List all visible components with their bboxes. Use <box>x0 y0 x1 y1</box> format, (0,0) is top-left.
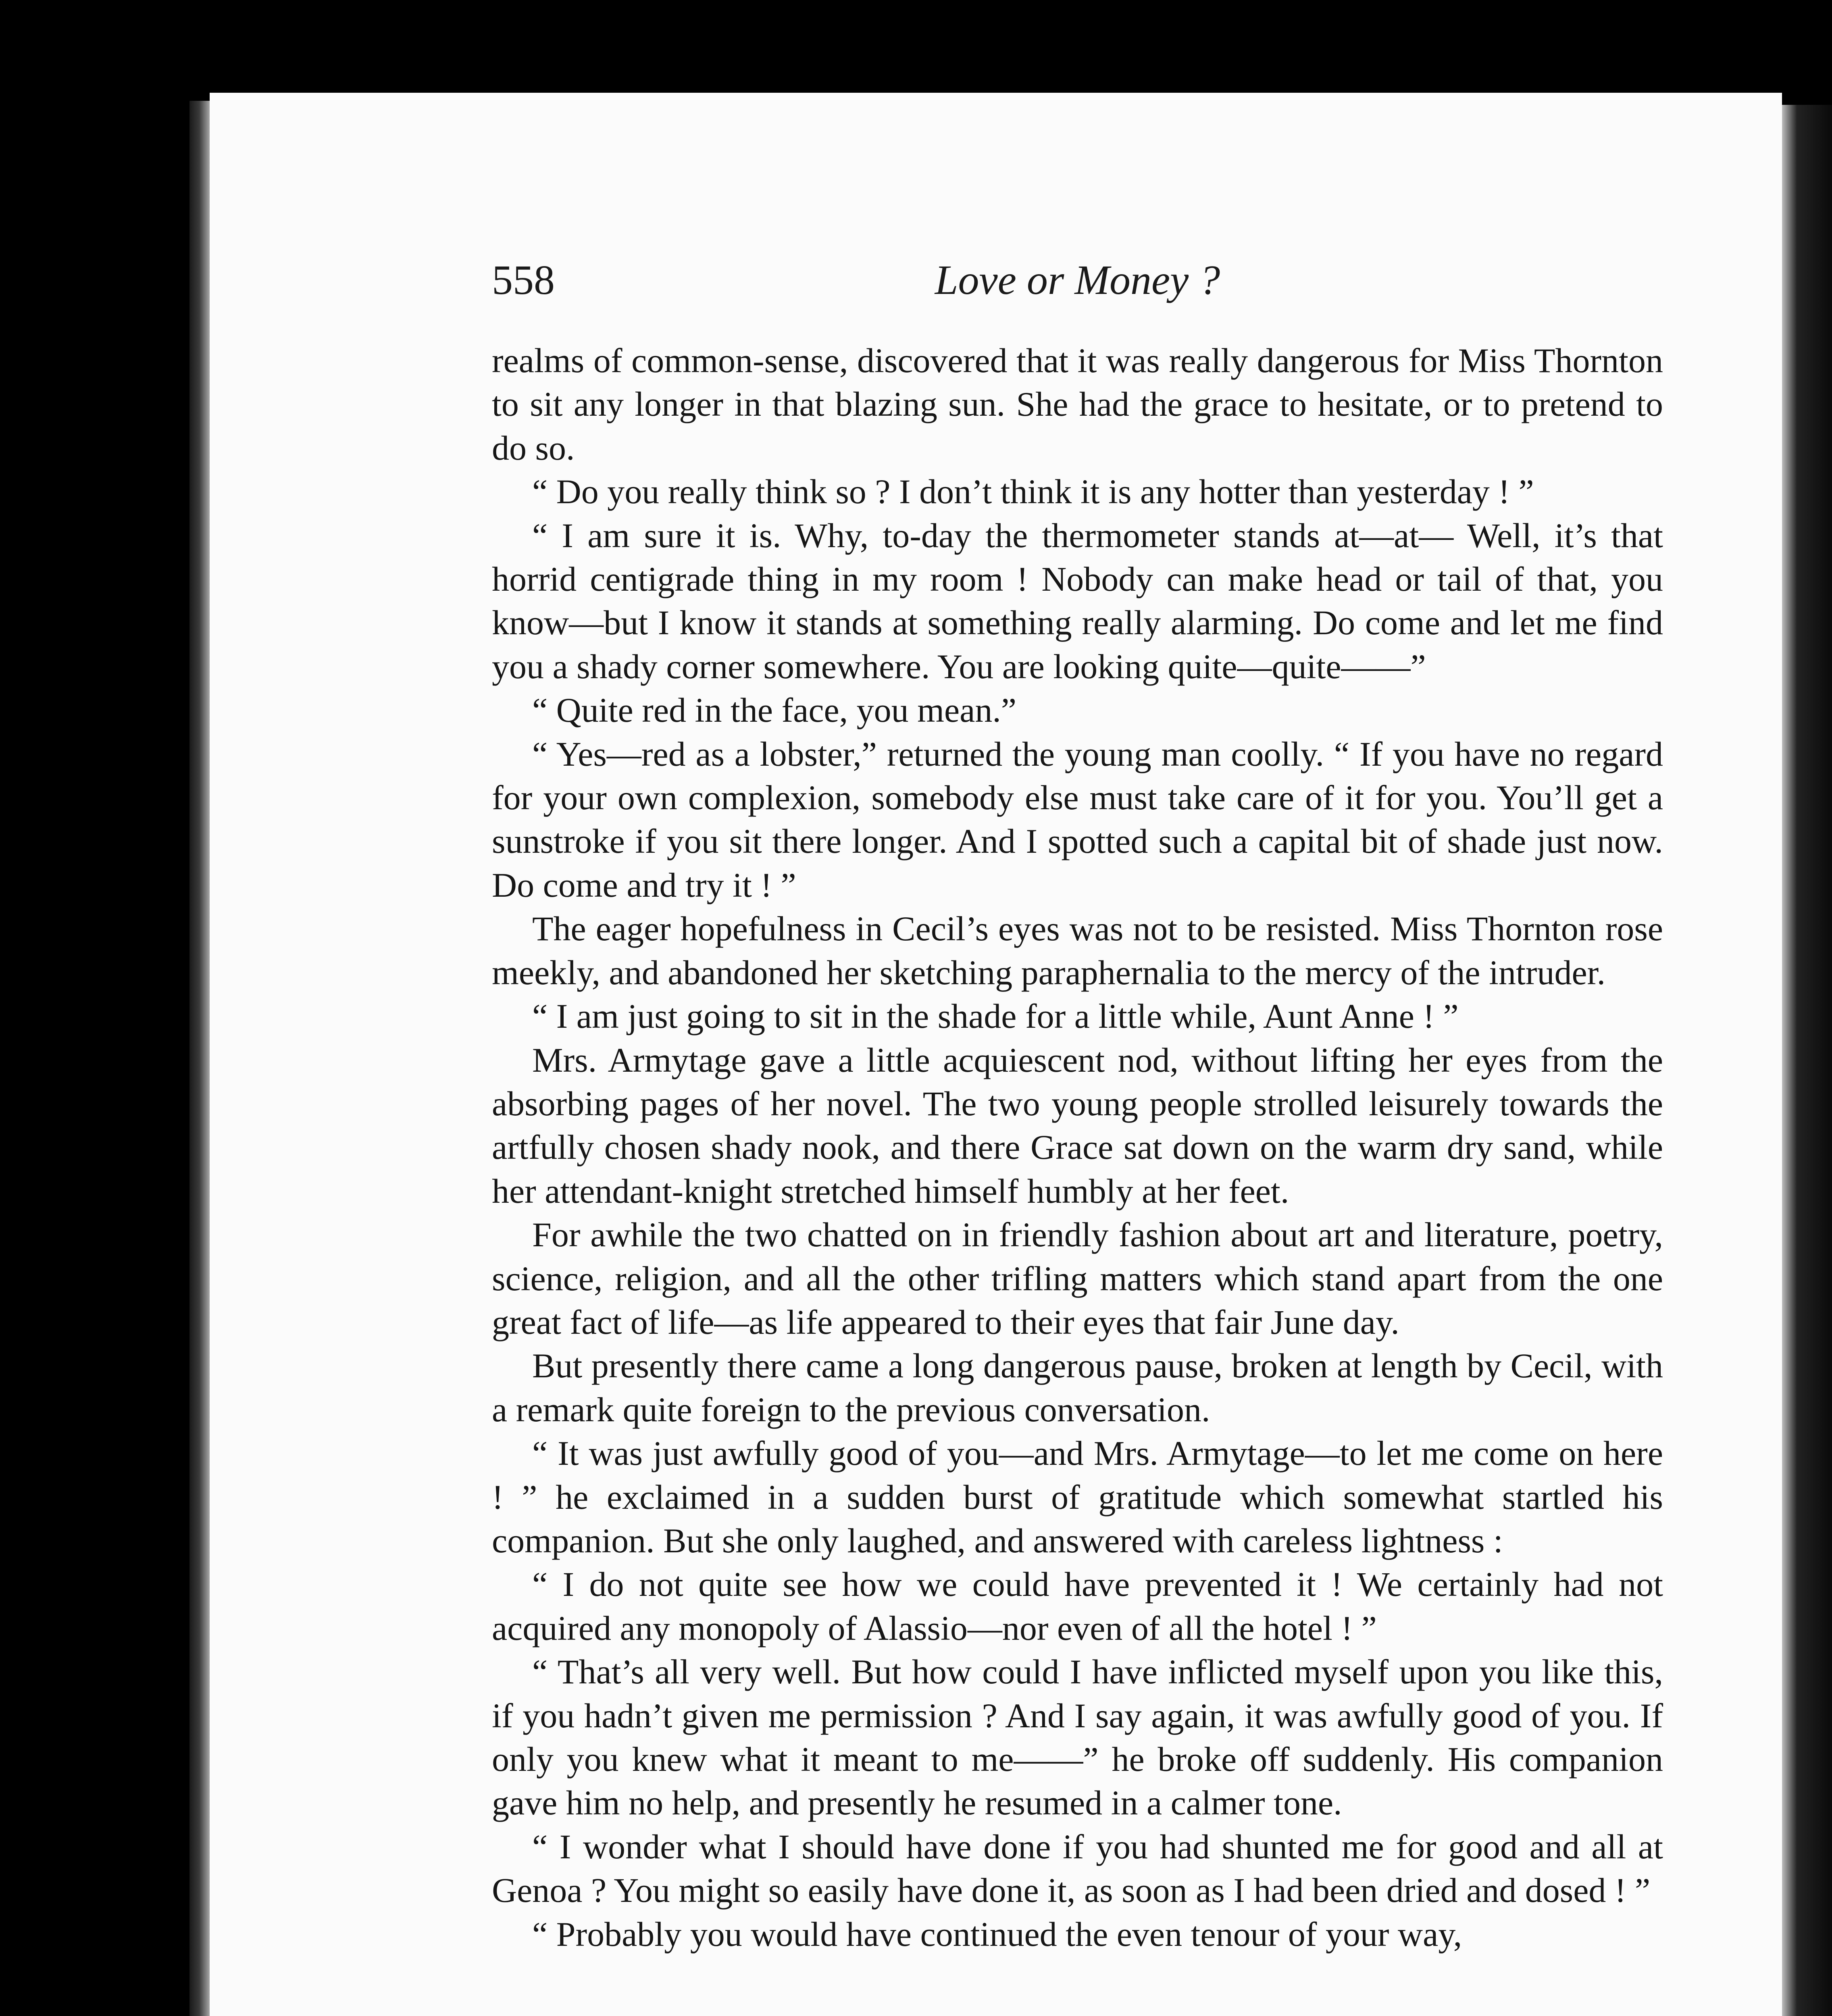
running-title: Love or Money ? <box>935 257 1220 303</box>
paragraph: “ That’s all very well. But how could I have inflicted myself upon you like this, if you hadn’t given me permission ? And I say again, it was awfully good of you. If only you knew what it meant to me——” he broke off suddenly. His companion gave him no help, and presently he resumed in a calmer tone. <box>492 1652 1663 1822</box>
paragraph: For awhile the two chatted on in friendly fashion about art and literature, poetry, science, religion, and all the other trifling matters which stand apart from the one great fact of life—as life appeared to their eyes that fair June day. <box>492 1215 1663 1341</box>
page-number: 558 <box>492 257 555 303</box>
running-head <box>492 254 1663 306</box>
paragraph: The eager hopefulness in Cecil’s eyes was not to be resisted. Miss Thornton rose meekly, and abandoned her sketching paraphernalia to the mercy of the intruder. <box>492 909 1663 992</box>
paragraph: “ I wonder what I should have done if you had shunted me for good and all at Genoa ? You might so easily have done it, as soon as I had been dried and dosed ! ” <box>492 1827 1663 1910</box>
paragraph: “ Do you really think so ? I don’t think it is any hotter than yesterday ! ” <box>532 472 1534 511</box>
paragraph: “ I am sure it is. Why, to-day the thermometer stands at—at— Well, it’s that horrid centigrade thing in my room ! Nobody can make head or tail of that, you know—but I know it stands at something really alarming. Do come and let me find you a shady corner somewhere. You are looking quite—quite——” <box>492 516 1663 686</box>
paragraph: “ Yes—red as a lobster,” returned the young man coolly. “ If you have no regard for your own complexion, somebody else must take care of it for you. You’ll get a sunstroke if you sit there longer. And I spotted such a capital bit of shade just now. Do come and try it ! ” <box>492 734 1663 904</box>
paragraph: But presently there came a long dangerous pause, broken at length by Cecil, with a remark quite foreign to the previous conversation. <box>492 1346 1663 1429</box>
paragraph: “ I do not quite see how we could have prevented it ! We certainly had not acquired any monopoly of Alassio—nor even of all the hotel ! ” <box>492 1565 1663 1647</box>
paragraph: “ Quite red in the face, you mean.” <box>532 691 1017 730</box>
paragraph: realms of common-sense, discovered that it was really dangerous for Miss Thornton to sit any longer in that blazing sun. She had the grace to hesitate, or to pretend to do so. <box>492 341 1663 467</box>
paragraph: “ I am just going to sit in the shade for a little while, Aunt Anne ! ” <box>532 997 1459 1036</box>
paragraph: Mrs. Armytage gave a little acquiescent nod, without lifting her eyes from the absorbing pages of her novel. The two young people strolled leisurely towards the artfully chosen shady nook, and there Grace sat down on the warm dry sand, while her attendant-knight stretched himself humbly at her feet. <box>492 1040 1663 1210</box>
scan-right-edge <box>1782 105 1832 2016</box>
body-text <box>492 339 1663 1956</box>
paragraph: “ Probably you would have continued the even tenour of your way, <box>532 1914 1462 1954</box>
paragraph: “ It was just awfully good of you—and Mrs. Armytage—to let me come on here ! ” he exclaimed in a sudden burst of gratitude which somewhat startled his companion. But she only laughed, and answered with careless lightness : <box>492 1434 1663 1560</box>
